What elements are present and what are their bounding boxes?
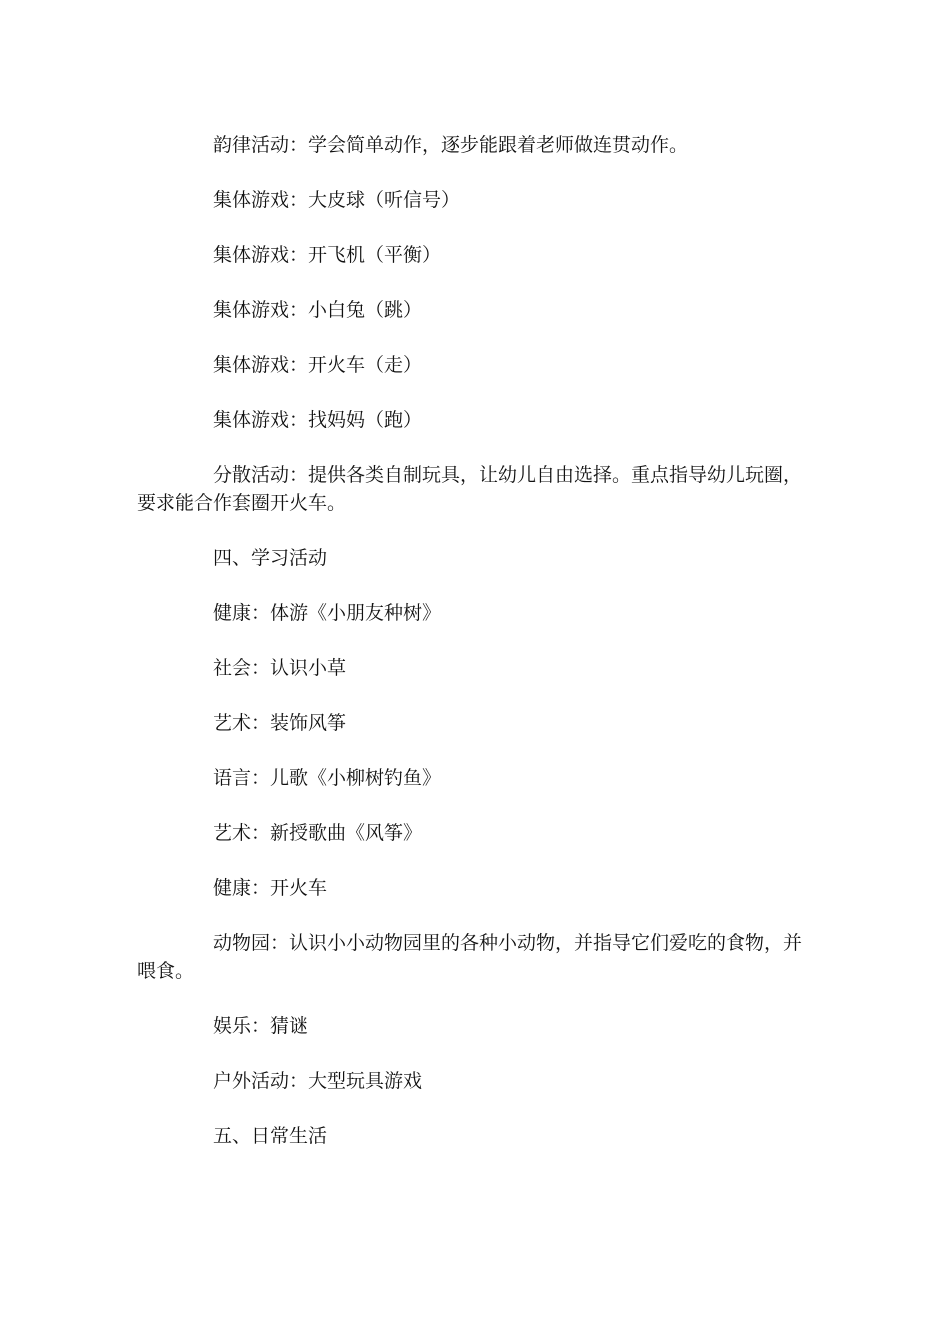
paragraph-group-game-rabbit: 集体游戏：小白兔（跳）: [213, 299, 423, 321]
paragraph-group-game-find-mom: 集体游戏：找妈妈（跑）: [213, 409, 423, 431]
paragraph-group-game-airplane: 集体游戏：开飞机（平衡）: [213, 244, 442, 266]
paragraph-language-rhyme: 语言：儿歌《小柳树钓鱼》: [213, 767, 442, 789]
paragraph-art-kite-decoration: 艺术：装饰风筝: [213, 712, 347, 734]
paragraph-health-train: 健康：开火车: [213, 877, 328, 899]
paragraph-outdoor-activity: 户外活动：大型玩具游戏: [213, 1070, 423, 1092]
paragraph-rhythm-activity: 韵律活动：学会简单动作，逐步能跟着老师做连贯动作。: [213, 134, 689, 156]
paragraph-health-planting: 健康：体游《小朋友种树》: [213, 602, 442, 624]
section-heading-learning: 四、学习活动: [213, 547, 328, 569]
paragraph-free-activity: 分散活动：提供各类自制玩具，让幼儿自由选择。重点指导幼儿玩圈，要求能合作套圈开火车。: [137, 464, 803, 514]
section-heading-daily-life: 五、日常生活: [213, 1125, 328, 1147]
paragraph-art-kite-song: 艺术：新授歌曲《风筝》: [213, 822, 423, 844]
paragraph-group-game-big-ball: 集体游戏：大皮球（听信号）: [213, 189, 461, 211]
paragraph-society-grass: 社会：认识小草: [213, 657, 347, 679]
paragraph-group-game-train: 集体游戏：开火车（走）: [213, 354, 423, 376]
paragraph-entertainment-riddles: 娱乐：猜谜: [213, 1015, 309, 1037]
paragraph-zoo: 动物园：认识小小动物园里的各种小动物，并指导它们爱吃的食物，并喂食。: [137, 932, 803, 982]
document-body: [137, 131, 817, 1177]
